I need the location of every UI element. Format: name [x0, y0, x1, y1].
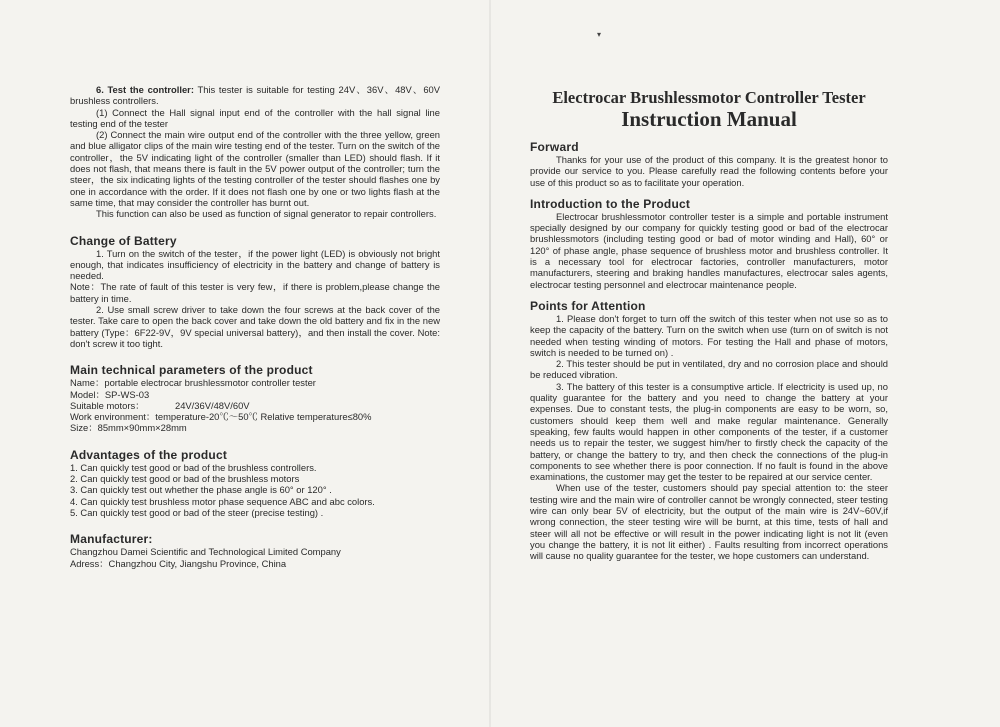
right-page	[530, 88, 888, 562]
intro-heading: Introduction to the Product	[530, 196, 691, 211]
attention-point-4: When use of the tester, customers should pay special attention to: the steer testing wire and the main wire of controller cannot be wrongly connected, steer testing wire can only bear 5V of electricity, but the output of the main wire is 24V~60V,if wrong connection, the steer testing wire will be burnt, at this time, tests of hall and steer will all not be effective or will result in the power indicating light is not lit (even you change the battery, it is not lit either) . Faults resulting from incorrect operations will cause no quality guarantee for the tester, we hope customers can understand.	[530, 482, 888, 562]
left-page	[70, 84, 440, 569]
manufacturer-company: Changzhou Damei Scientific and Technological Limited Company	[70, 546, 341, 558]
attention-point-3: 3. The battery of this tester is a consumptive article. If electricity is used up, no quality guarantee for the battery and you need to change the battery at your expenses. Due to constant tests, the plug-in components are easy to be worn, so, customers should keep them well and make regular maintenance. Generally speaking, few faults would happen in other components of the tester, if a customer needs us to repair the tester, we suggest him/her to firstly check the capacity of the battery, or change the battery to try, and then check the connections of the plug-in components to see whether there is poor connection. If no fault is found in the above examinations, the customer may get the tester to be repaired at our service center.	[530, 380, 888, 483]
test-controller-heading: 6. Test the controller:	[96, 84, 194, 95]
intro-body: Electrocar brushlessmotor controller tester is a simple and portable instrument specially designed by our company for quickly testing good or bad of the electrocar brushlessmotors (including testing good or bad of motor winding and Hall), 60° or 120° of phase angle, phase sequence of brushless motor and brushless controller. It is a necessary tool for electrocar factories, controller manufacturers, motor manufacturers, steering and braking handles manufactures, electrocar sales agents, electrocar testing personnel and electrocar maintenance people.	[530, 210, 888, 290]
advantage-item: 5. Can quickly test good or bad of the steer (precise testing) .	[70, 506, 324, 518]
param-motors-label: Suitable motors：	[70, 399, 145, 411]
param-model: Model：SP-WS-03	[70, 388, 150, 400]
page-fold	[489, 0, 491, 727]
forward-heading: Forward	[530, 140, 579, 154]
test-controller-section	[70, 84, 440, 107]
test-step-2: (2) Connect the main wire output end of the controller with the three yellow, green and blue alligator clips of the main wire testing end of the tester. Turn on the switch of the controller，the 5V indicating light of the controller (smaller than LED) should flash. If it does not flash, that means there is fault in the 5V power output of the controller; turn the steer，the six indicating lights of the testing controller of the tester should flashes one by one in accordance with the order. If it does not flash one by one or two lights flash at the same time, that may consider the controller has burnt out.	[70, 129, 440, 208]
params-heading: Main technical parameters of the product	[70, 363, 313, 378]
advantage-item: 2. Can quickly test good or bad of the brushless motors	[70, 473, 300, 485]
param-motors-value: 24V/36V/48V/60V	[175, 399, 250, 411]
battery-note: Note：The rate of fault of this tester is very few，if there is problem,please change the battery in time.	[70, 281, 440, 304]
advantage-item: 4. Can quickly test brushless motor phase sequence ABC and abc colors.	[70, 495, 375, 507]
manufacturer-address: Adress：Changzhou City, Jiangshu Province, China	[70, 557, 287, 569]
attention-point-1: 1. Please don't forget to turn off the switch of this tester when not use so as to keep the capacity of the battery. Turn on the switch when use (turn on of switch is not needed when testing winding of motors. For testing the Hall and phase of motors, switch is needed to be turned on) .	[530, 312, 888, 358]
test-controller-intro: This tester is suitable for testing 24V、36V、48V、60V brushless controllers.	[70, 84, 441, 107]
test-step-1: (1) Connect the Hall signal input end of the controller with the hall signal line testing end of the tester	[70, 106, 440, 129]
param-motors	[70, 400, 440, 411]
scan-mark: ▾	[597, 30, 602, 39]
advantage-item: 3. Can quickly test out whether the phase angle is 60° or 120° .	[70, 484, 332, 496]
signal-generator-note: This function can also be used as function of signal generator to repair controllers.	[96, 208, 437, 220]
advantage-item: 1. Can quickly test good or bad of the brushless controllers.	[70, 461, 317, 473]
forward-body: Thanks for your use of the product of this company. It is the greatest honor to provide our service to you. Please carefully read the following contents before your use of this product so as to facilitate your operation.	[530, 154, 888, 188]
manual-subtitle: Instruction Manual	[621, 107, 797, 131]
battery-step-1: 1. Turn on the switch of the tester，if the power light (LED) is obviously not bright enough, that indicates insufficiency of electricity in the battery and change of battery is needed.	[70, 247, 440, 282]
attention-point-2: 2. This tester should be put in ventilated, dry and no corrosion place and should be reduced vibration.	[530, 358, 888, 381]
advantages-heading: Advantages of the product	[70, 447, 228, 462]
manual-title: Electrocar Brushlessmotor Controller Tester	[552, 88, 866, 107]
param-size: Size：85mm×90mm×28mm	[70, 422, 187, 434]
param-name: Name：portable electrocar brushlessmotor controller tester	[70, 377, 316, 389]
manufacturer-heading: Manufacturer:	[70, 532, 153, 547]
param-environment: Work environment：temperature-20℃～50℃ Relative temperature≤80%	[70, 411, 372, 423]
battery-step-2: 2. Use small screw driver to take down the four screws at the back cover of the tester. Take care to open the back cover and take down the old battery and fix in the new battery (Type：6F22-9V，9V special universal battery)，and then install the cover. Note: don't screw it too tight.	[70, 304, 440, 349]
battery-heading: Change of Battery	[70, 233, 177, 248]
attention-heading: Points for Attention	[530, 298, 646, 313]
